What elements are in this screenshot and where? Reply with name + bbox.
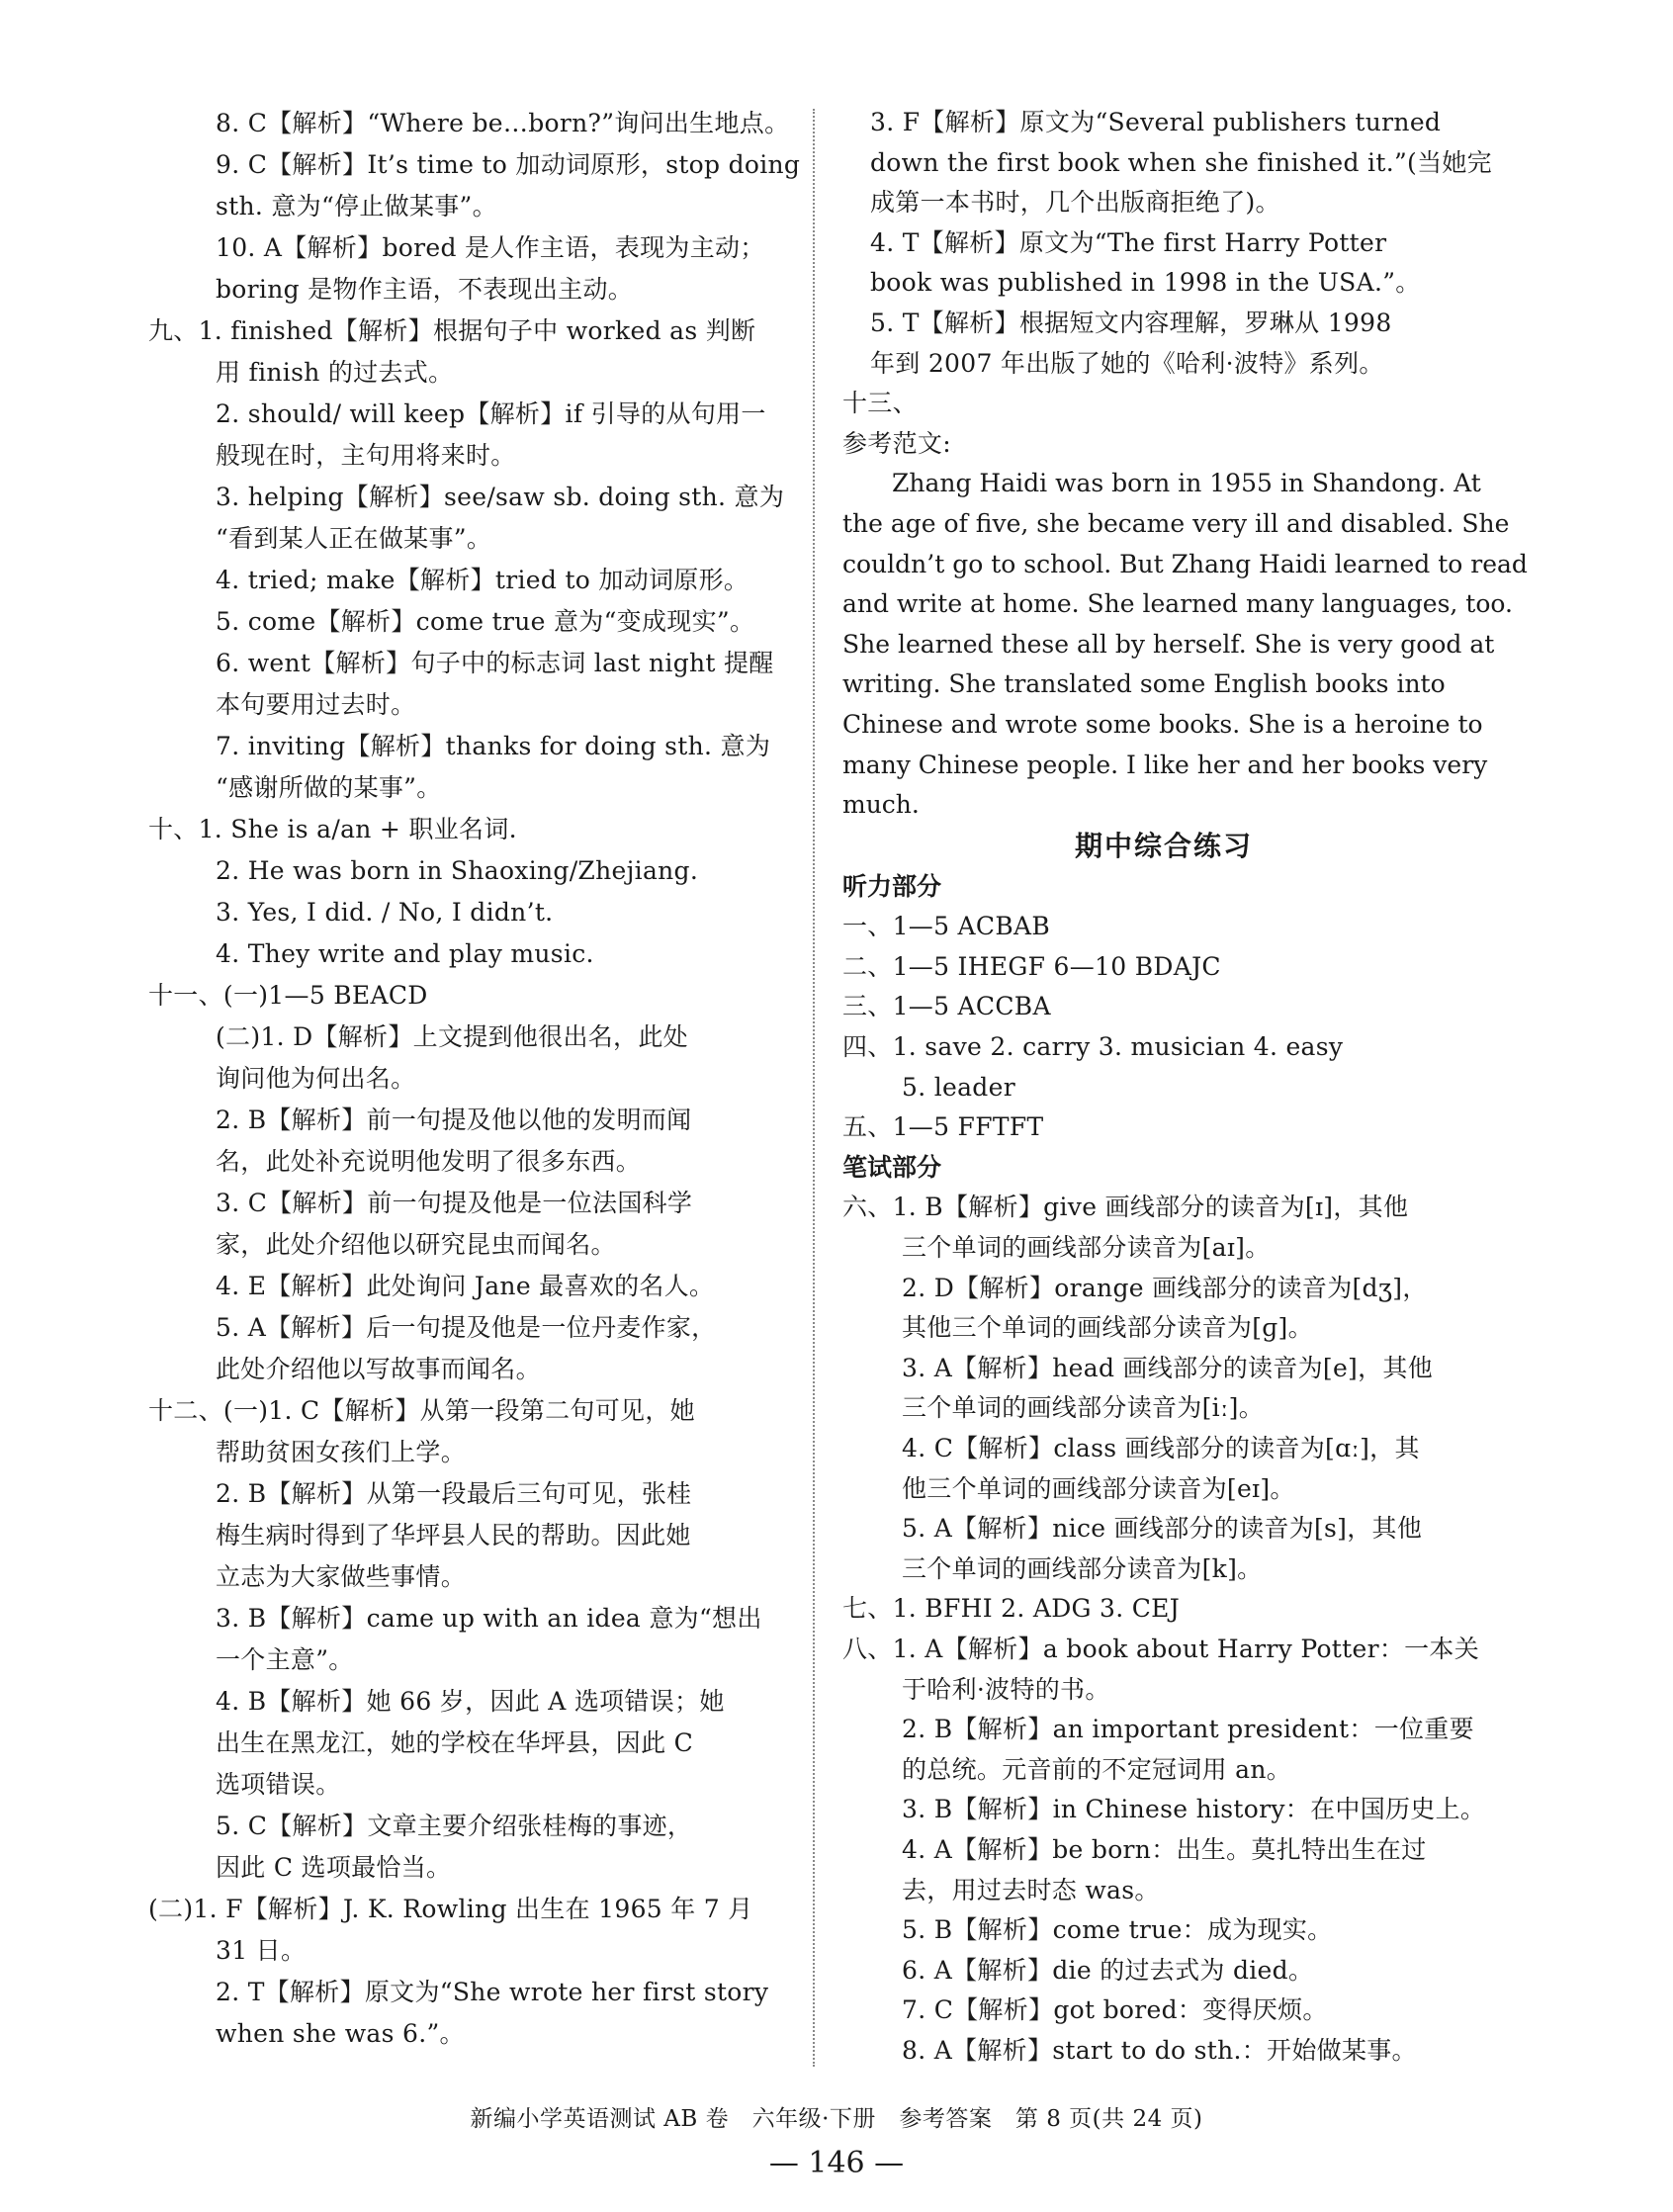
answer-line: 4. B【解析】她 66 岁，因此 A 选项错误；她 <box>216 1687 725 1716</box>
answer-line: when she was 6.”。 <box>216 2019 465 2048</box>
answer-line: 选项错误。 <box>216 1770 341 1799</box>
answer-line: 十二、(一)1. C【解析】从第一段第二句可见，她 <box>148 1396 695 1425</box>
answer-line: 5. B【解析】come true：成为现实。 <box>902 1915 1333 1945</box>
listening-answers <box>842 907 1485 1148</box>
answer-line: 9. C【解析】It’s time to 加动词原形，stop doing <box>216 150 801 179</box>
answer-line: 7. C【解析】got bored：变得厌烦。 <box>902 1995 1328 2025</box>
answer-line: 年到 2007 年出版了她的《哈利·波特》系列。 <box>870 348 1384 378</box>
answer-line: 三个单词的画线部分读音为[iː]。 <box>902 1393 1265 1423</box>
answer-line: 4. A【解析】be born：出生。莫扎特出生在过 <box>902 1834 1427 1864</box>
written-answers <box>842 1188 1485 2071</box>
answer-line: 4. tried; make【解析】tried to 加动词原形。 <box>216 566 749 594</box>
answer-line: 八、1. A【解析】a book about Harry Potter：一本关 <box>842 1634 1480 1663</box>
answer-line: 因此 C 选项最恰当。 <box>216 1853 452 1882</box>
answers-continued <box>842 103 1492 464</box>
answer-line: down the first book when she finished it.”(当她完 <box>870 147 1492 177</box>
essay-line: She learned these all by herself. She is very good at <box>842 629 1495 659</box>
essay-line: the age of five, she became very ill and disabled. She <box>842 508 1510 538</box>
left-column <box>148 103 801 2055</box>
answer-line: 3. B【解析】in Chinese history：在中国历史上。 <box>902 1795 1486 1824</box>
answer-line: boring 是物作主语，不表现出主动。 <box>216 275 634 304</box>
answer-line: 询问他为何出名。 <box>216 1064 416 1093</box>
answer-line: 三个单词的画线部分读音为[aɪ]。 <box>902 1233 1271 1263</box>
answer-line: “感谢所做的某事”。 <box>216 773 442 802</box>
answer-line: 3. B【解析】came up with an idea 意为“想出 <box>216 1604 762 1633</box>
column-divider <box>813 109 815 2067</box>
answer-line: 6. went【解析】句子中的标志词 last night 提醒 <box>216 649 774 677</box>
answer-line: 10. A【解析】bored 是人作主语，表现为主动； <box>216 233 765 262</box>
answer-line: 3. Yes, I did. / No, I didn’t. <box>216 898 554 927</box>
answer-line: “看到某人正在做某事”。 <box>216 524 492 553</box>
answer-line: 本句要用过去时。 <box>216 690 416 719</box>
answer-line: book was published in 1998 in the USA.”。 <box>870 268 1421 298</box>
answer-line: 立志为大家做些事情。 <box>216 1562 467 1591</box>
answer-line: 梅生病时得到了华坪县人民的帮助。因此她 <box>216 1521 691 1549</box>
answer-line: 3. A【解析】head 画线部分的读音为[e]，其他 <box>902 1353 1434 1382</box>
answer-line: 3. F【解析】原文为“Several publishers turned <box>870 108 1442 136</box>
page-number: — 146 — <box>768 2146 905 2180</box>
answer-line: 一个主意”。 <box>216 1645 354 1674</box>
listening-heading: 听力部分 <box>842 871 942 901</box>
answer-line: 其他三个单词的画线部分读音为[ɡ]。 <box>902 1313 1313 1343</box>
answer-line: 七、1. BFHI 2. ADG 3. CEJ <box>842 1594 1181 1624</box>
answer-line: 7. inviting【解析】thanks for doing sth. 意为 <box>216 732 771 760</box>
answer-line: 帮助贫困女孩们上学。 <box>216 1438 467 1466</box>
essay-line: couldn’t go to school. But Zhang Haidi learned to read <box>842 549 1528 578</box>
answer-line: 十三、 <box>842 389 918 418</box>
answer-line: 他三个单词的画线部分读音为[eɪ]。 <box>902 1473 1295 1503</box>
essay-line: Zhang Haidi was born in 1955 in Shandong. At <box>842 469 1481 498</box>
answer-line: 般现在时，主句用将来时。 <box>216 441 516 470</box>
answer-line: 的总统。元音前的不定冠词用 an。 <box>902 1754 1292 1784</box>
essay-line: and write at home. She learned many languages, too. <box>842 589 1513 619</box>
answer-line: 2. B【解析】从第一段最后三句可见，张桂 <box>216 1479 692 1508</box>
answer-line: sth. 意为“停止做某事”。 <box>216 192 497 221</box>
answer-line: 四、1. save 2. carry 3. musician 4. easy <box>842 1032 1344 1062</box>
answer-line: 此处介绍他以写故事而闻名。 <box>216 1355 541 1383</box>
answer-line: 8. C【解析】“Where be…born?”询问出生地点。 <box>216 109 790 137</box>
answer-line: (二)1. D【解析】上文提到他很出名，此处 <box>216 1022 688 1051</box>
right-column <box>842 103 1528 2072</box>
answer-line: 一、1—5 ACBAB <box>842 912 1051 941</box>
answer-line: 出生在黑龙江，她的学校在华坪县，因此 C <box>216 1728 694 1757</box>
answer-line: 用 finish 的过去式。 <box>216 358 454 387</box>
answer-line: 4. C【解析】class 画线部分的读音为[ɑː]，其 <box>902 1434 1420 1462</box>
answer-line: 成第一本书时，几个出版商拒绝了)。 <box>870 188 1280 218</box>
answer-line: 十一、(一)1—5 BEACD <box>148 981 428 1010</box>
answer-line: 2. B【解析】an important president：一位重要 <box>902 1715 1474 1744</box>
answer-line: 2. D【解析】orange 画线部分的读音为[dʒ]， <box>902 1273 1428 1302</box>
answer-line: 六、1. B【解析】give 画线部分的读音为[ɪ]，其他 <box>842 1193 1409 1222</box>
answer-line: 五、1—5 FFTFT <box>842 1112 1044 1142</box>
answer-line: 5. come【解析】come true 意为“变成现实”。 <box>216 607 755 636</box>
answer-line: 三、1—5 ACCBA <box>842 992 1051 1021</box>
answer-line: 名，此处补充说明他发明了很多东西。 <box>216 1147 642 1176</box>
answer-line: 九、1. finished【解析】根据句子中 worked as 判断 <box>148 316 756 345</box>
essay-line: many Chinese people. I like her and her books very <box>842 750 1488 779</box>
answer-line: 于哈利·波特的书。 <box>902 1674 1110 1704</box>
answer-line: 参考范文: <box>842 428 951 458</box>
answer-line: 5. T【解析】根据短文内容理解，罗琳从 1998 <box>870 308 1392 337</box>
answer-line: 2. He was born in Shaoxing/Zhejiang. <box>216 856 699 885</box>
answer-line: 3. C【解析】前一句提及他是一位法国科学 <box>216 1189 693 1217</box>
answer-line: 2. should/ will keep【解析】if 引导的从句用一 <box>216 399 766 428</box>
answer-line: 二、1—5 IHEGF 6—10 BDAJC <box>842 951 1221 981</box>
answer-line: 十、1. She is a/an + 职业名词. <box>148 815 517 843</box>
essay-line: Chinese and wrote some books. She is a heroine to <box>842 709 1483 739</box>
answer-line: 5. leader <box>902 1072 1015 1102</box>
answer-line: 3. helping【解析】see/saw sb. doing sth. 意为 <box>216 483 785 511</box>
answer-line: 2. B【解析】前一句提及他以他的发明而闻 <box>216 1106 692 1134</box>
midterm-title: 期中综合练习 <box>1074 829 1253 862</box>
answer-line: 5. C【解析】文章主要介绍张桂梅的事迹， <box>216 1812 693 1840</box>
answer-line: 4. T【解析】原文为“The first Harry Potter <box>870 227 1387 257</box>
answer-line: 去，用过去时态 was。 <box>902 1875 1160 1904</box>
answer-line: 2. T【解析】原文为“She wrote her first story <box>216 1978 769 2006</box>
answer-line: 4. They write and play music. <box>216 939 594 968</box>
answer-line: 家，此处介绍他以研究昆虫而闻名。 <box>216 1230 616 1259</box>
answer-line: 三个单词的画线部分读音为[k]。 <box>902 1553 1263 1583</box>
answer-line: 5. A【解析】nice 画线部分的读音为[s]，其他 <box>902 1514 1423 1544</box>
essay-line: writing. She translated some English books into <box>842 669 1446 699</box>
page-footer: 新编小学英语测试 AB 卷 六年级·下册 参考答案 第 8 页(共 24 页) <box>470 2106 1203 2132</box>
answer-line: 5. A【解析】后一句提及他是一位丹麦作家， <box>216 1313 717 1342</box>
answer-line: 8. A【解析】start to do sth.：开始做某事。 <box>902 2035 1417 2065</box>
answer-line: 31 日。 <box>216 1936 307 1965</box>
sample-essay <box>842 464 1528 825</box>
essay-line: much. <box>842 790 920 820</box>
answer-line: (二)1. F【解析】J. K. Rowling 出生在 1965 年 7 月 <box>148 1895 753 1923</box>
written-heading: 笔试部分 <box>842 1152 942 1182</box>
answer-line: 6. A【解析】die 的过去式为 died。 <box>902 1955 1314 1985</box>
answer-line: 4. E【解析】此处询问 Jane 最喜欢的名人。 <box>216 1272 715 1300</box>
